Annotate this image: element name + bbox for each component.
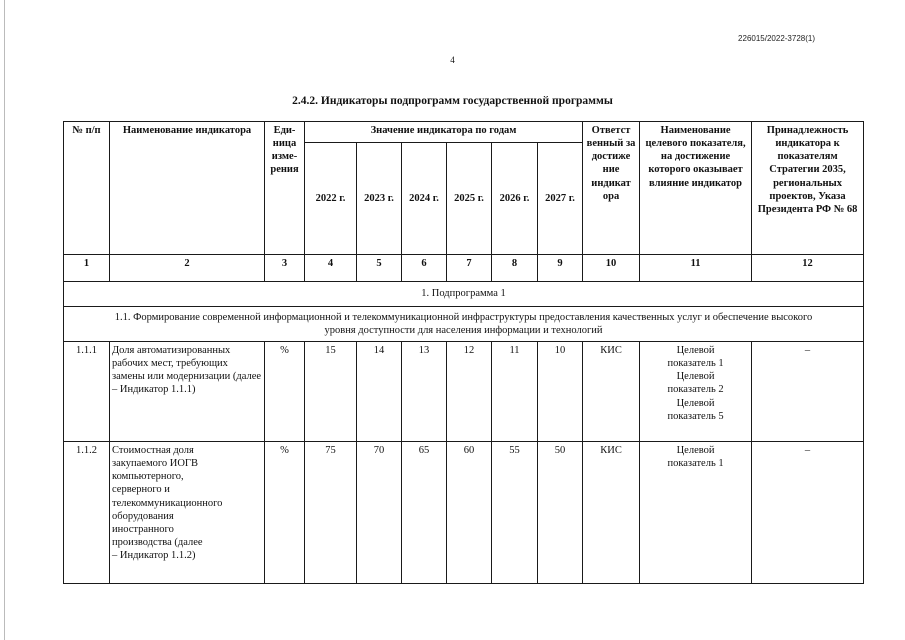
header-unit: Еди-ница изме-рения <box>265 122 305 255</box>
header-belonging: Принадлежность индикатора к показателям Стратегии 2035, региональных проектов, Указа Президента РФ № 68 <box>752 122 864 255</box>
header-target: Наименование целевого показателя, на достижение которого оказывает влияние индикатор <box>640 122 752 255</box>
row-value: 70 <box>357 442 402 584</box>
column-number: 4 <box>305 255 357 282</box>
row-belonging: – <box>752 342 864 442</box>
row-value: 11 <box>492 342 538 442</box>
row-value: 14 <box>357 342 402 442</box>
row-value: 75 <box>305 442 357 584</box>
column-number: 9 <box>538 255 583 282</box>
subprogram-title: 1. Подпрограмма 1 <box>64 282 864 307</box>
row-value: 13 <box>402 342 447 442</box>
header-year: 2023 г. <box>357 143 402 255</box>
row-value: 50 <box>538 442 583 584</box>
header-values-group: Значение индикатора по годам <box>305 122 583 143</box>
row-belonging: – <box>752 442 864 584</box>
row-value: 65 <box>402 442 447 584</box>
header-responsible: Ответст венный за достиже ние индикат ора <box>583 122 640 255</box>
section-heading: 2.4.2. Индикаторы подпрограмм государственной программы <box>292 95 613 107</box>
header-name: Наименование индикатора <box>110 122 265 255</box>
table-row <box>64 342 864 442</box>
column-number: 7 <box>447 255 492 282</box>
column-number: 6 <box>402 255 447 282</box>
header-year: 2026 г. <box>492 143 538 255</box>
section-row <box>64 307 864 342</box>
row-unit: % <box>265 442 305 584</box>
column-number: 1 <box>64 255 110 282</box>
row-value: 55 <box>492 442 538 584</box>
column-number: 12 <box>752 255 864 282</box>
row-value: 60 <box>447 442 492 584</box>
header-year: 2022 г. <box>305 143 357 255</box>
header-row <box>64 122 864 143</box>
column-number: 10 <box>583 255 640 282</box>
column-number: 11 <box>640 255 752 282</box>
header-year: 2025 г. <box>447 143 492 255</box>
row-responsible: КИС <box>583 342 640 442</box>
subprogram-row <box>64 282 864 307</box>
column-number: 3 <box>265 255 305 282</box>
section-title: 1.1. Формирование современной информационной и телекоммуникационной инфраструктуры предоставления качественных услуг и обеспечение высокого уровня доступности для населения информации и технологий <box>64 307 864 342</box>
row-value: 10 <box>538 342 583 442</box>
row-name: Стоимостная доля закупаемого ИОГВ компьютерного, серверного и телекоммуникационного оборудования иностранного производства (далее – Индикатор 1.1.2) <box>110 442 265 584</box>
row-value: 12 <box>447 342 492 442</box>
row-responsible: КИС <box>583 442 640 584</box>
row-value: 15 <box>305 342 357 442</box>
table-row <box>64 442 864 584</box>
row-unit: % <box>265 342 305 442</box>
row-target: Целевой показатель 1 <box>640 442 752 584</box>
row-num: 1.1.1 <box>64 342 110 442</box>
page-number: 4 <box>450 55 455 65</box>
column-number: 5 <box>357 255 402 282</box>
column-numbers-row <box>64 255 864 282</box>
column-number: 8 <box>492 255 538 282</box>
row-target: Целевой показатель 1 Целевой показатель 2 Целевой показатель 5 <box>640 342 752 442</box>
header-year: 2024 г. <box>402 143 447 255</box>
row-num: 1.1.2 <box>64 442 110 584</box>
header-num: № п/п <box>64 122 110 255</box>
document-id: 226015/2022-3728(1) <box>738 34 815 43</box>
header-year: 2027 г. <box>538 143 583 255</box>
column-number: 2 <box>110 255 265 282</box>
row-name: Доля автоматизированных рабочих мест, требующих замены или модернизации (далее – Индикатор 1.1.1) <box>110 342 265 442</box>
indicators-table <box>63 121 864 584</box>
